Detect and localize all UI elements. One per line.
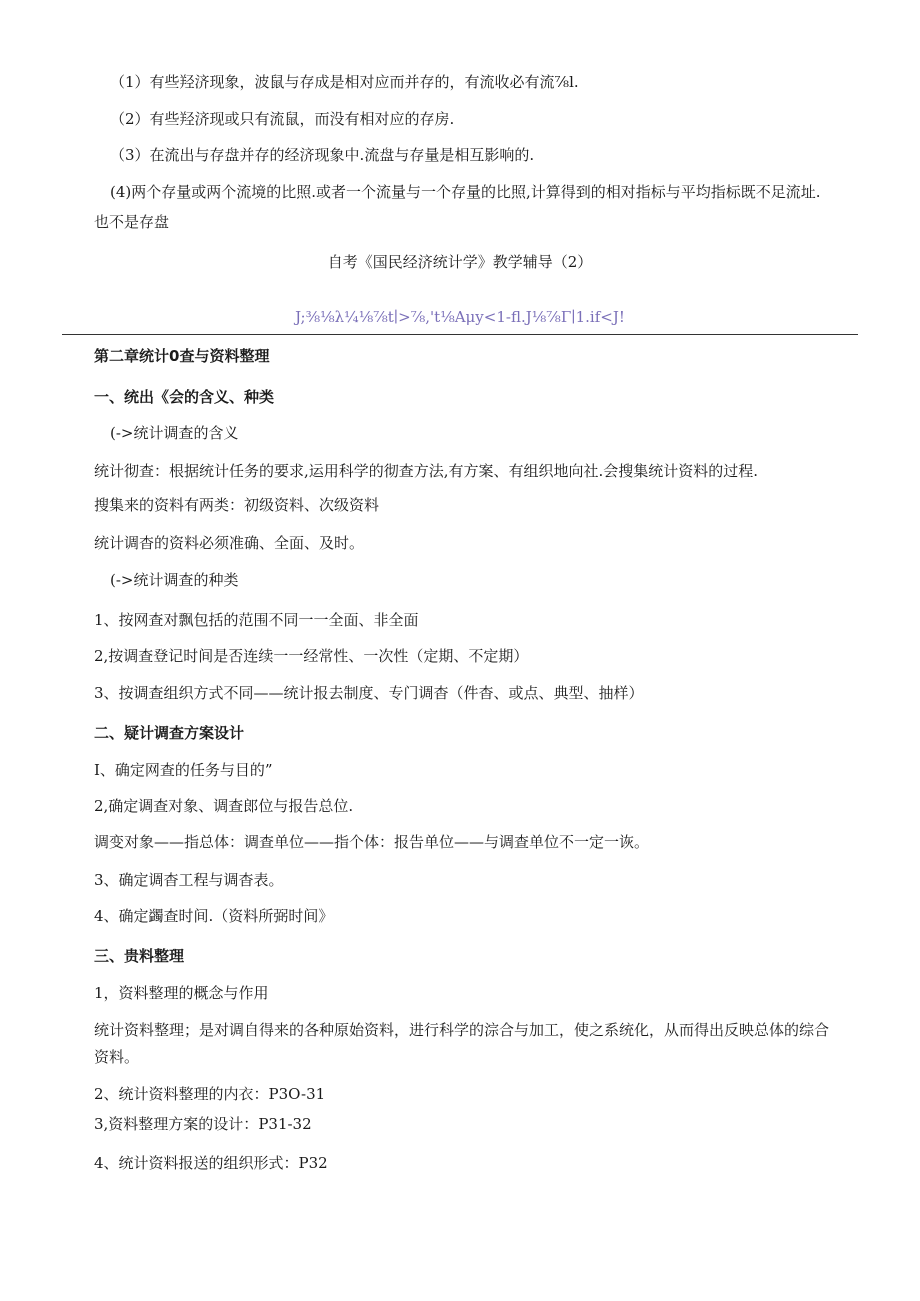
section-heading-2: 二、疑计调查方案设计 xyxy=(94,724,245,742)
header-garbled-code: J;⅜⅛λ¼⅛⅞t∣>⅞,'t⅛Aμy<1-fl.J⅛⅞Γ∣1.if<J! xyxy=(295,308,625,326)
paragraph: 统计调杳的资料必须准确、全面、及时。 xyxy=(94,534,365,552)
list-item: 2、统计资料整理的内衣：P3O-31 xyxy=(94,1085,326,1103)
top-paragraph-4: (4)两个存量或两个流境的比照.或者一个流量与一个存量的比照,计算得到的相对指标与平均指标既不足流址. xyxy=(110,183,821,201)
paragraph: 调变对象——指总体：调查单位——指个体：报告单位——与调查单位不一定一诙。 xyxy=(94,833,650,851)
list-item: 3,资料整理方案的设计：P31-32 xyxy=(94,1115,312,1133)
top-paragraph-1: （1）有些羟济现象，波鼠与存成是相对应而并存的，有流收必有流⅞l. xyxy=(110,73,579,91)
section-heading-3: 三、贵料整理 xyxy=(94,947,185,965)
list-item: 3、确定调杳工程与调杳表。 xyxy=(94,871,284,889)
list-item: I、确定网查的任务与目的” xyxy=(94,761,273,779)
list-item: 3、按调查组织方式不同——统计报去制度、专门调杳（件杳、或点、典型、抽样） xyxy=(94,684,644,702)
section-heading-1: 一、统出《会的含义、种类 xyxy=(94,388,275,406)
paragraph: 搜集来的资料有两类：初级资料、次级资料 xyxy=(94,496,380,514)
chapter-title: 第二章统计0查与资料整理 xyxy=(94,347,270,365)
paragraph-cont: 资料。 xyxy=(94,1048,140,1066)
top-paragraph-2: （2）有些羟济现或只有流鼠，而没有相对应的存房. xyxy=(110,110,455,128)
list-item: 2,按调查登记时间是否连续一一经常性、一次性（定期、不定期） xyxy=(94,647,529,665)
list-item: 4、确定蠲查时间.（资料所弼时间》 xyxy=(94,907,334,925)
subsection-meaning: (->统计调查的含义 xyxy=(110,424,239,442)
paragraph: 统计彻查：根据统计任务的要求,运用科学的彻查方法,有方案、有组织地向社.会搜集统计资料的过程. xyxy=(94,462,759,480)
paragraph: 统计资料整理；是对调自得来的各种原始资料，进行科学的淙合与加工，使之系统化，从而得出反映总体的综合 xyxy=(94,1021,830,1039)
document-title: 自考《国民经济统计学》教学辅导（2） xyxy=(327,253,593,271)
list-item: 1，资料整理的概念与作用 xyxy=(94,984,269,1002)
header-rule xyxy=(62,334,858,335)
top-paragraph-4-cont: 也不是存盘 xyxy=(94,213,170,231)
list-item: 1、按网查对飘包括的范围不同一一全面、非全面 xyxy=(94,611,419,629)
list-item: 4、统计资料报送的组织形式：P32 xyxy=(94,1154,328,1172)
subsection-types: (->统计调查的种类 xyxy=(110,571,239,589)
top-paragraph-3: （3）在流出与存盘并存的经济现象中.流盘与存量是相互影响的. xyxy=(110,146,535,164)
list-item: 2,确定调查对象、调查郎位与报告总位. xyxy=(94,797,354,815)
